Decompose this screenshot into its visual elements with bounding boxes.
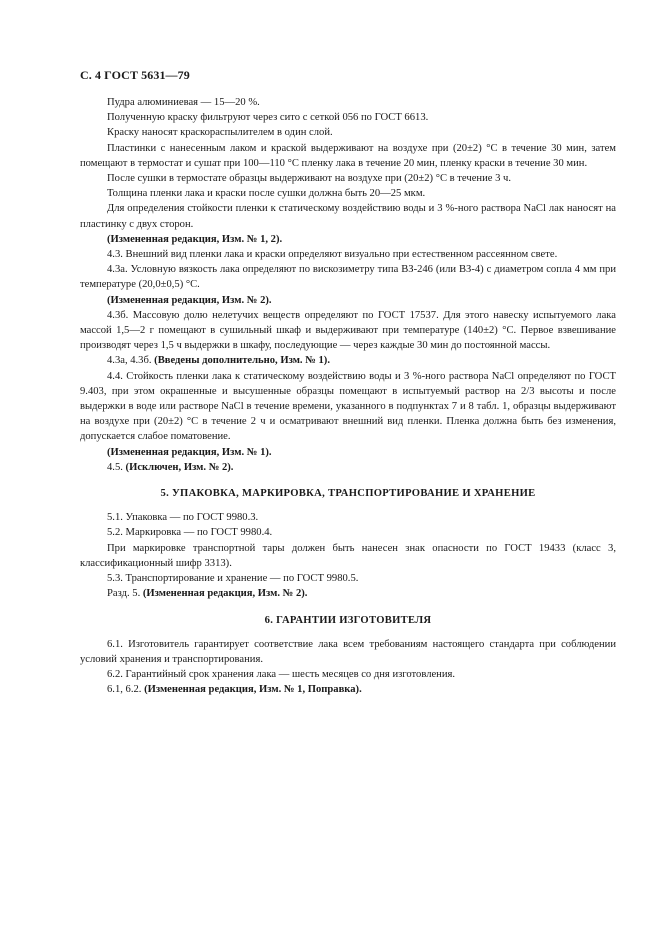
paragraph	[80, 293, 616, 308]
paragraph	[80, 141, 616, 171]
paragraph	[80, 637, 616, 667]
amendment-note: (Измененная редакция, Изм. № 2).	[142, 588, 308, 600]
paragraph-text: При маркировке транспортной тары должен быть нанесен знак опасности по ГОСТ 19433 (класс 3, классификационный шифр 3313).	[80, 542, 616, 569]
paragraph	[80, 186, 616, 201]
paragraph	[80, 353, 616, 368]
paragraph-text: 4.5.	[107, 461, 126, 473]
section-5-title: 5. УПАКОВКА, МАРКИРОВКА, ТРАНСПОРТИРОВАНИЕ И ХРАНЕНИЕ	[160, 488, 536, 500]
paragraph	[80, 247, 616, 262]
amendment-note: (Измененная редакция, Изм. № 1, Поправка).	[144, 684, 362, 696]
paragraph-text: 6.1. Изготовитель гарантирует соответствие лака всем требованиям настоящего стандарта при соблюдении условий хранения и транспортирования.	[80, 638, 616, 665]
paragraph-text: 4.3а, 4.3б.	[107, 355, 155, 367]
section-6-text	[80, 637, 616, 698]
paragraph	[80, 110, 616, 125]
paragraph-text: Пластинки с нанесенным лаком и краской выдерживают на воздухе при (20±2) °С в течение 30 мин, затем помещают в термостат и сушат при 100—110 °С пленку лака в течение 20 мин, пленку краски в течение 30 мин.	[80, 142, 616, 169]
paragraph	[80, 682, 616, 697]
paragraph-text: Пудра алюминиевая — 15—20 %.	[107, 97, 260, 108]
amendment-note: (Исключен, Изм. № 2).	[125, 461, 234, 473]
paragraph	[80, 171, 616, 186]
paragraph	[80, 262, 616, 292]
amendment-note: (Измененная редакция, Изм. № 1, 2).	[107, 233, 283, 245]
paragraph	[80, 460, 616, 475]
page-content	[80, 95, 616, 698]
paragraph-text: 5.3. Транспортирование и хранение — по ГОСТ 9980.5.	[107, 573, 359, 585]
paragraph-text: Краску наносят краскораспылителем в один слой.	[107, 127, 333, 139]
paragraph-text: После сушки в термостате образцы выдерживают на воздухе при (20±2) °С в течение 3 ч.	[107, 173, 512, 185]
paragraph-text: Для определения стойкости пленки к статическому воздействию воды и 3 %-ного раствора NaCl лак наносят на пластинку с двух сторон.	[80, 203, 616, 230]
paragraph-text: 4.4. Стойкость пленки лака к статическому воздействию воды и 3 %-ного раствора NaCl определяют по ГОСТ 9.403, при этом окрашенные и высушенные образцы помещают в испытуемый раствор на 2/3 высоты и после выдержки в воде или растворе NaCl в течение времени, указанного в подпунктах 7 и 8 табл. 1, образцы выдерживают на воздухе при (20±2) °С в течение 2 ч и осматривают внешний вид пленки. Пленка должна быть без изменения, допускается слабое поматовение.	[80, 370, 616, 443]
section-5-text	[80, 510, 616, 601]
paragraph	[80, 510, 616, 525]
paragraph	[80, 586, 616, 601]
section-6-title: 6. ГАРАНТИИ ИЗГОТОВИТЕЛЯ	[264, 614, 432, 626]
paragraph-text: 6.1, 6.2.	[107, 684, 145, 696]
section-4-text	[80, 95, 616, 475]
amendment-note: (Измененная редакция, Изм. № 1).	[107, 446, 272, 458]
paragraph	[80, 667, 616, 682]
paragraph-text: 5.2. Маркировка — по ГОСТ 9980.4.	[107, 527, 273, 539]
paragraph	[80, 445, 616, 460]
paragraph-text: 6.2. Гарантийный срок хранения лака — шесть месяцев со дня изготовления.	[107, 669, 456, 681]
paragraph-text: 5.1. Упаковка — по ГОСТ 9980.3.	[107, 512, 259, 524]
paragraph	[80, 525, 616, 540]
paragraph-text: 4.3б. Массовую долю нелетучих веществ определяют по ГОСТ 17537. Для этого навеску испытуемого лака массой 1,5—2 г помещают в сушильный шкаф и выдерживают при температуре (140±2) °С. Первое взвешивание производят через 1,5 ч выдержки в шкафу, последующие — через каждые 30 мин до постоянной массы.	[80, 309, 616, 352]
paragraph	[80, 232, 616, 247]
paragraph-text: 4.3а. Условную вязкость лака определяют по вискозиметру типа ВЗ-246 (или ВЗ-4) с диаметром сопла 4 мм при температуре (20,0±0,5) °С.	[80, 264, 616, 291]
amendment-note: (Измененная редакция, Изм. № 2).	[107, 294, 272, 306]
paragraph	[80, 571, 616, 586]
paragraph-text: Полученную краску фильтруют через сито с сеткой 056 по ГОСТ 6613.	[107, 112, 429, 124]
paragraph-text: Разд. 5.	[107, 588, 143, 600]
page-header: С. 4 ГОСТ 5631—79	[80, 68, 190, 82]
paragraph	[80, 95, 616, 110]
paragraph	[80, 541, 616, 571]
paragraph-text: Толщина пленки лака и краски после сушки должна быть 20—25 мкм.	[107, 188, 426, 200]
paragraph	[80, 308, 616, 354]
paragraph-text: 4.3. Внешний вид пленки лака и краски определяют визуально при естественном рассеянном свете.	[107, 249, 558, 261]
amendment-note: (Введены дополнительно, Изм. № 1).	[154, 355, 330, 367]
paragraph	[80, 369, 616, 445]
paragraph	[80, 125, 616, 140]
paragraph	[80, 201, 616, 231]
